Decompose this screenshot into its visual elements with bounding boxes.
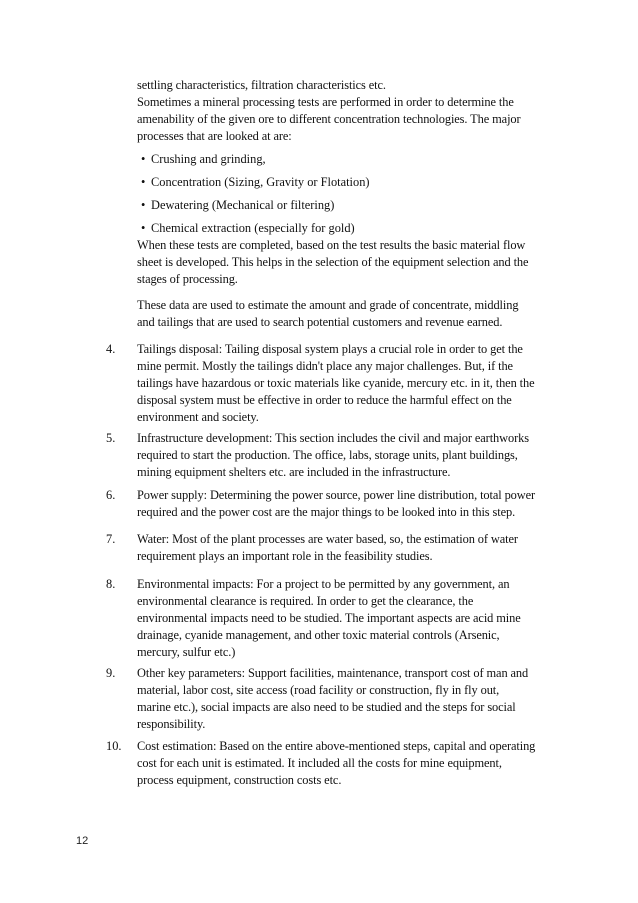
bullet-text: Concentration (Sizing, Gravity or Flotation) <box>151 175 370 189</box>
bullet-text: Crushing and grinding, <box>151 152 266 166</box>
item-text: Power supply: Determining the power source, power line distribution, total power required and the power cost are the major things to be looked into in this step. <box>137 488 536 519</box>
intro-paragraph: settling characteristics, filtration characteristics etc. Sometimes a mineral processing tests are performed in order to determine the amenability of the given ore to different concentration technologies. The major processes that are looked at are: <box>137 78 521 143</box>
item-text: Other key parameters: Support facilities, maintenance, transport cost of man and material, labor cost, site access (road facility or construction, fly in fly out, marine etc.), social impacts are also need to be studied and the steps for social responsibility. <box>137 666 529 731</box>
data-usage-paragraph: These data are used to estimate the amount and grade of concentrate, middling and tailings that are used to search potential customers and revenue earned. <box>137 298 519 329</box>
bullet-text: Chemical extraction (especially for gold) <box>151 221 355 235</box>
item-text: Cost estimation: Based on the entire above-mentioned steps, capital and operating cost for each unit is estimated. It included all the costs for mine equipment, process equipment, construction costs etc. <box>137 739 536 787</box>
bullet-item <box>141 174 561 197</box>
item-text: Environmental impacts: For a project to be permitted by any government, an environmental clearance is required. In order to get the clearance, the environmental impacts need to be studied. The important aspects are acid mine drainage, cyanide management, and other toxic material controls (Arsenic, mercury, sulfur etc.) <box>137 577 521 659</box>
item-number: 8. <box>106 577 116 591</box>
item-number: 10. <box>106 739 122 753</box>
process-bullet-list <box>141 151 561 243</box>
item-text: Water: Most of the plant processes are water based, so, the estimation of water requirement plays an important role in the feasibility studies. <box>137 532 518 563</box>
bullet-icon: • <box>141 175 146 189</box>
bullet-item <box>141 151 561 174</box>
bullet-item <box>141 197 561 220</box>
bullet-icon: • <box>141 198 146 212</box>
page-number: 12 <box>76 835 89 847</box>
item-number: 4. <box>106 342 116 356</box>
flowsheet-paragraph: When these tests are completed, based on the test results the basic material flow sheet is developed. This helps in the selection of the equipment selection and the stages of processing. <box>137 238 529 286</box>
item-number: 7. <box>106 532 116 546</box>
bullet-text: Dewatering (Mechanical or filtering) <box>151 198 335 212</box>
item-text: Tailings disposal: Tailing disposal system plays a crucial role in order to get the mine permit. Mostly the tailings didn't place any major challenges. But, if the tailings have hazardous or toxic materials like cyanide, mercury etc. in it, then the disposal system must be effective in order to reduce the harmful effect on the environment and society. <box>137 342 535 424</box>
bullet-icon: • <box>141 152 146 166</box>
item-text: Infrastructure development: This section includes the civil and major earthworks required to start the production. The office, labs, storage units, plant buildings, mining equipment shelters etc. are included in the infrastructure. <box>137 431 529 479</box>
bullet-icon: • <box>141 221 146 235</box>
item-number: 5. <box>106 431 116 445</box>
item-number: 6. <box>106 488 116 502</box>
item-number: 9. <box>106 666 116 680</box>
